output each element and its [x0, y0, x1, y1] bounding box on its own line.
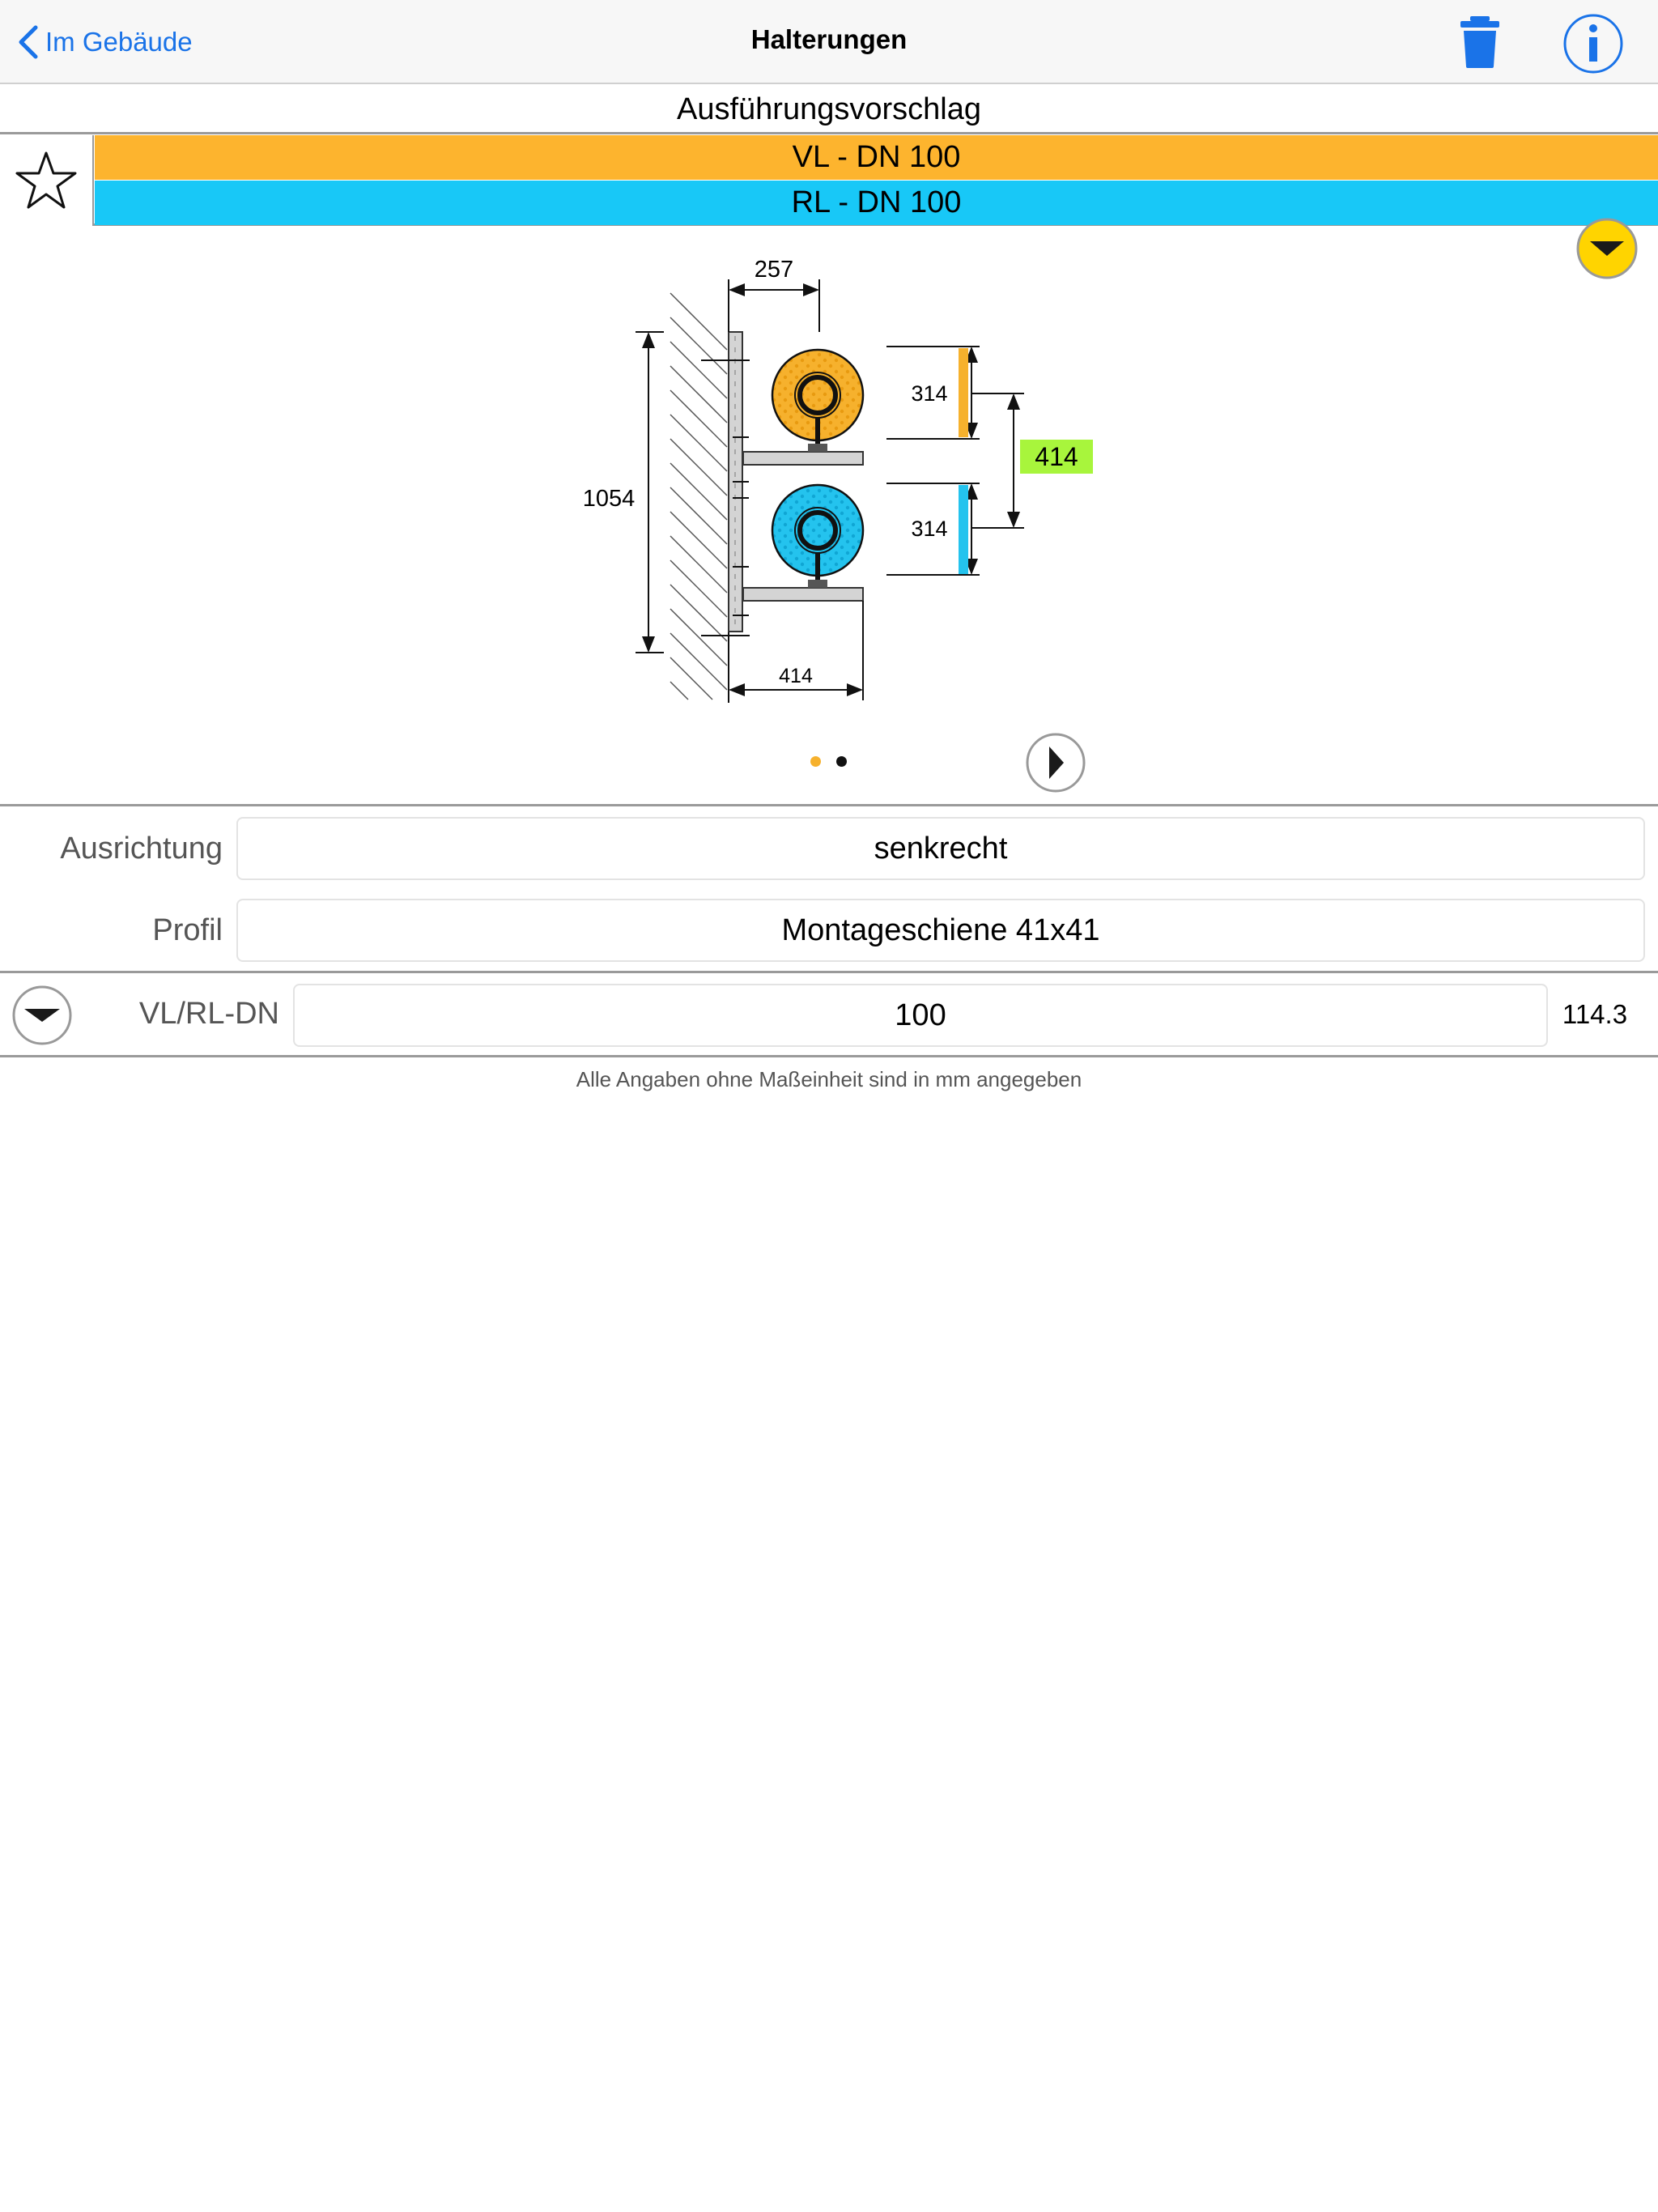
- rl-pipe-drawing: [772, 485, 863, 588]
- next-diagram-button[interactable]: [1025, 732, 1086, 793]
- separator: [0, 804, 1658, 806]
- profile-label: Profil: [152, 913, 223, 947]
- star-icon: [14, 148, 79, 213]
- unit-footnote: Alle Angaben ohne Maßeinheit sind in mm angegeben: [576, 1067, 1082, 1091]
- separator: [0, 1055, 1658, 1057]
- rl-color-bar: [959, 485, 968, 574]
- dimension-top: [729, 279, 819, 332]
- info-button[interactable]: [1562, 13, 1624, 74]
- outer-diameter-value: 114.3: [1562, 999, 1628, 1029]
- mounting-diagram: [0, 227, 1658, 805]
- dimension-vl-label: 314: [911, 381, 948, 406]
- navigation-bar: [0, 0, 1658, 84]
- pipe-header: [0, 135, 1658, 226]
- wall-hatch: [670, 293, 727, 700]
- vl-color-bar: [959, 348, 968, 437]
- bracket-lower: [743, 588, 863, 601]
- page-title: Halterungen: [750, 24, 908, 54]
- chevron-down-icon: [11, 985, 73, 1046]
- info-icon: [1562, 13, 1624, 74]
- dimension-bottom-label: 414: [779, 665, 813, 687]
- dn-expand-button[interactable]: [11, 985, 73, 1046]
- back-button-label: Im Gebäude: [45, 27, 193, 57]
- dn-label: VL/RL-DN: [138, 997, 279, 1031]
- dimension-axis-label: 414: [1035, 442, 1078, 471]
- vl-pipe-drawing: [772, 350, 863, 452]
- page-indicator-2[interactable]: [836, 756, 847, 767]
- favorite-button[interactable]: [0, 135, 94, 226]
- section-title: Ausführungsvorschlag: [0, 84, 1658, 134]
- trash-icon: [1457, 15, 1503, 70]
- rl-pipe-label: RL - DN 100: [95, 181, 1658, 225]
- dimension-right: [886, 347, 1024, 575]
- bracket-upper: [743, 452, 863, 465]
- orientation-label: Ausrichtung: [60, 832, 223, 866]
- dn-field[interactable]: 100: [293, 984, 1548, 1047]
- orientation-field[interactable]: senkrecht: [236, 817, 1645, 880]
- vl-pipe-label: VL - DN 100: [95, 135, 1658, 180]
- profile-field[interactable]: Montageschiene 41x41: [236, 899, 1645, 962]
- dimension-height-label: 1054: [582, 486, 636, 512]
- dimension-rl-label: 314: [911, 517, 948, 541]
- dimension-top-label: 257: [754, 257, 794, 283]
- separator: [0, 971, 1658, 973]
- chevron-right-icon: [1025, 732, 1086, 793]
- delete-button[interactable]: [1457, 15, 1503, 70]
- page-indicator-1[interactable]: [810, 756, 821, 767]
- dimension-height: [636, 332, 664, 653]
